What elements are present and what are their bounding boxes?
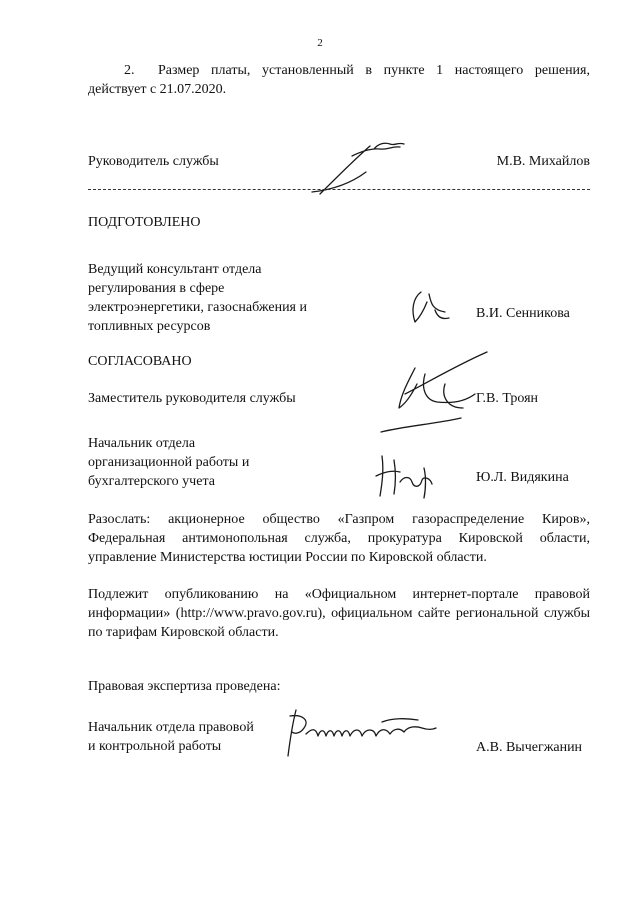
deputy-title: Заместитель руководителя службы	[88, 391, 296, 406]
signature-legal-review	[282, 706, 442, 761]
deputy-name: Г.В. Троян	[476, 391, 539, 406]
page-number: 2	[317, 37, 323, 49]
chief-position	[88, 434, 338, 491]
legal-review-position-line: Начальник отдела правовой	[88, 720, 254, 735]
distribution-paragraph: Разослать: акционерное общество «Газпром газораспределение Киров», Федеральная антимонопольная служба, прокуратура Кировской области, управление Министерства юстиции России по Кировской области.	[88, 512, 590, 565]
point-2-paragraph	[88, 61, 590, 99]
prepared-position-line: топливных ресурсов	[88, 319, 211, 334]
publication-paragraph: Подлежит опубликованию на «Официальном интернет-портале правовой информации» (http://www.pravo.gov.ru), официальном сайте региональной службы по тарифам Кировской области.	[88, 587, 590, 640]
signature-prepared	[405, 288, 455, 328]
head-of-service-title: Руководитель службы	[88, 154, 219, 169]
agreed-heading: СОГЛАСОВАНО	[88, 354, 192, 369]
prepared-heading: ПОДГОТОВЛЕНО	[88, 215, 201, 230]
prepared-position-line: регулирования в сфере	[88, 281, 225, 296]
prepared-name: В.И. Сенникова	[476, 306, 570, 321]
chief-position-line: бухгалтерского учета	[88, 474, 215, 489]
head-of-service-name: М.В. Михайлов	[496, 154, 590, 169]
signature-chief	[370, 450, 440, 500]
chief-position-line: Начальник отдела	[88, 436, 196, 451]
point-2-text: Размер платы, установленный в пункте 1 настоящего решения, действует с 21.07.2020.	[88, 63, 590, 97]
prepared-position	[88, 260, 338, 336]
chief-name: Ю.Л. Видякина	[476, 470, 569, 485]
prepared-position-line: электроэнергетики, газоснабжения и	[88, 300, 307, 315]
signature-divider	[88, 189, 590, 190]
legal-review-position-line: и контрольной работы	[88, 739, 222, 754]
point-number: 2.	[124, 63, 135, 78]
legal-review-name: А.В. Вычегжанин	[476, 740, 583, 755]
prepared-position-line: Ведущий консультант отдела	[88, 262, 262, 277]
legal-review-heading: Правовая экспертиза проведена:	[88, 679, 281, 694]
chief-position-line: организационной работы и	[88, 455, 250, 470]
